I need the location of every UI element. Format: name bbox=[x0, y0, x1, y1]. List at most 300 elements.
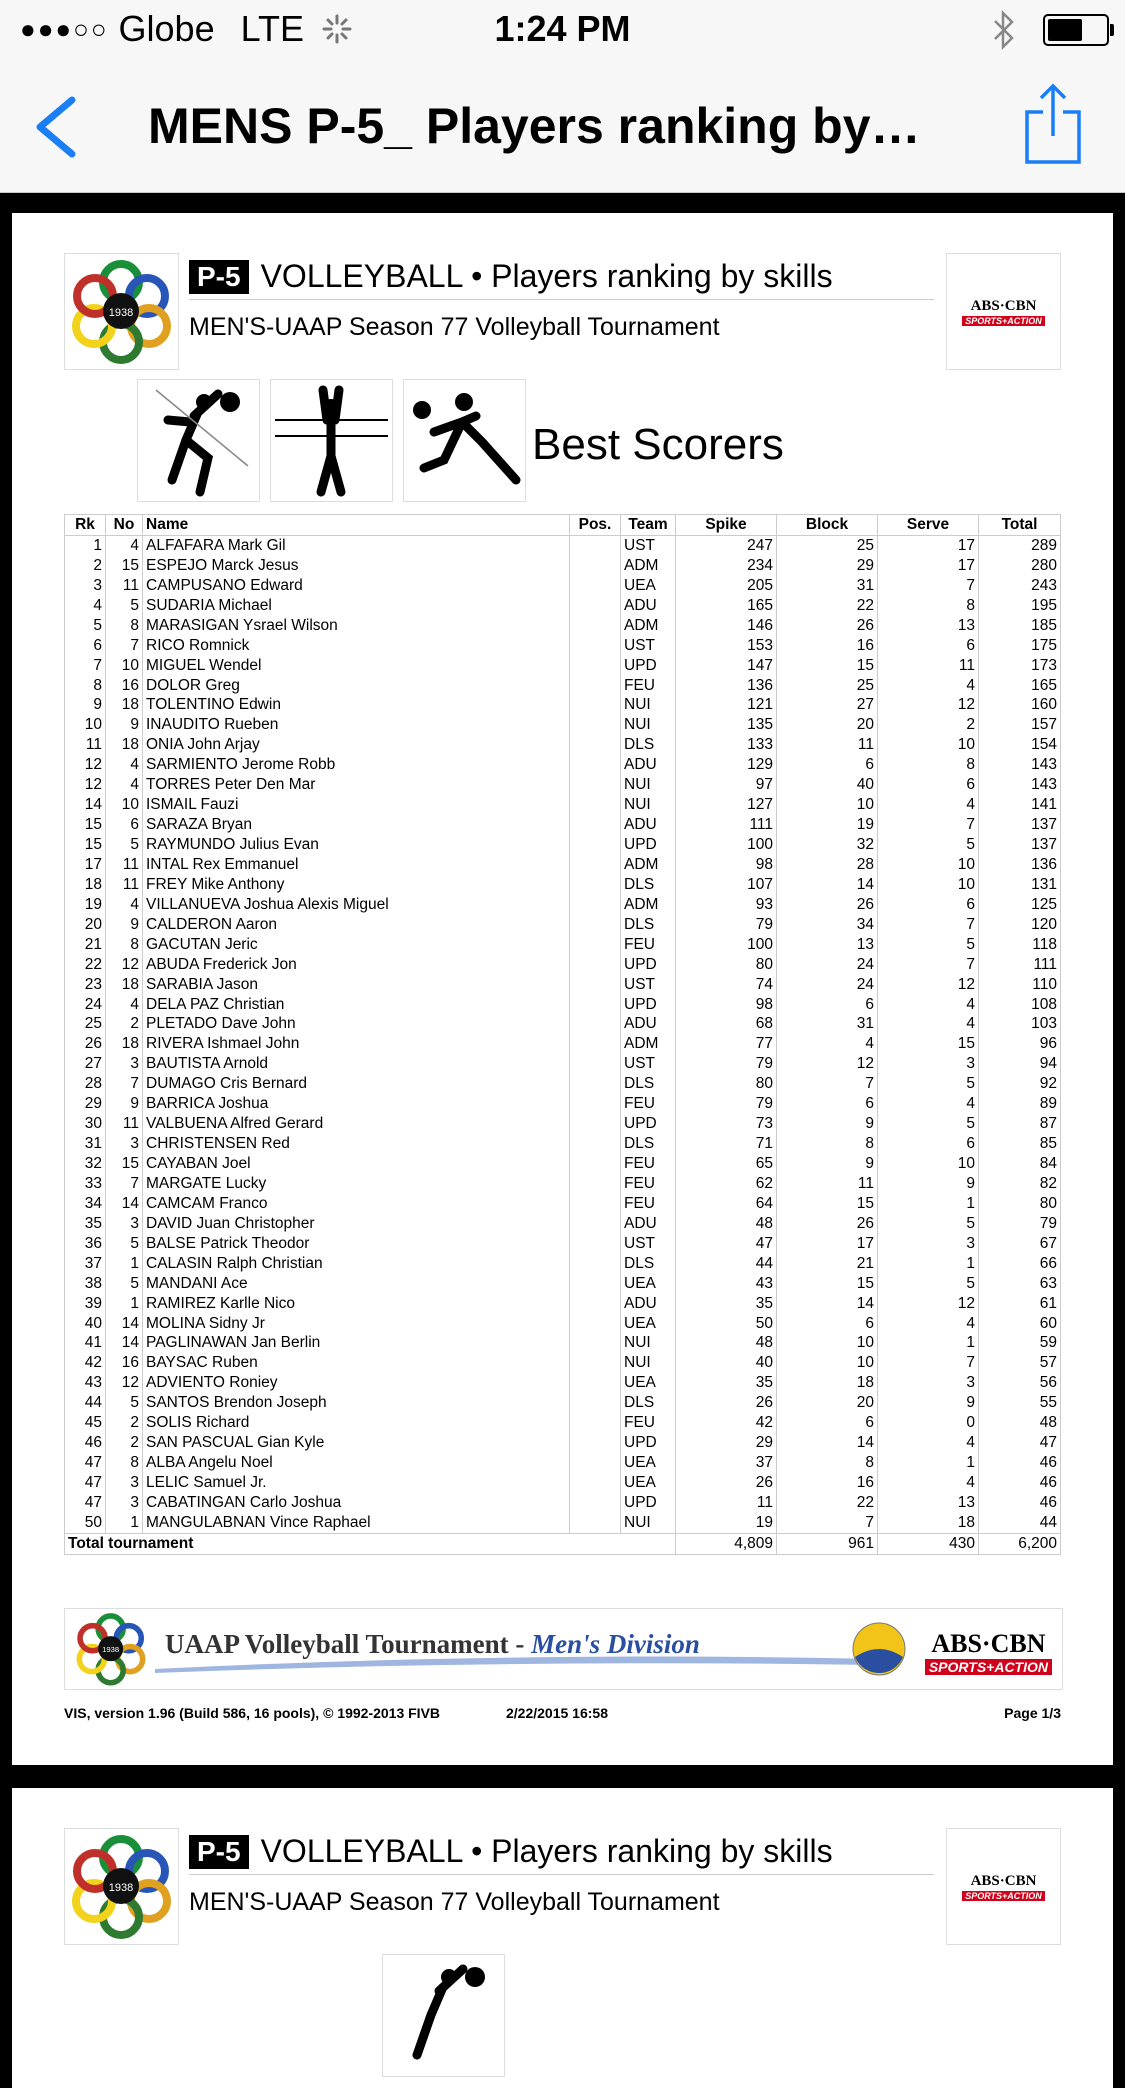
cell-team: NUI bbox=[621, 775, 676, 795]
cell-total: 82 bbox=[979, 1174, 1061, 1194]
cell-position bbox=[570, 1353, 621, 1373]
cell-serve: 7 bbox=[878, 576, 979, 596]
cell-spike: 26 bbox=[676, 1473, 777, 1493]
cell-total: 46 bbox=[979, 1493, 1061, 1513]
cell-total: 111 bbox=[979, 955, 1061, 975]
cell-team: DLS bbox=[621, 915, 676, 935]
cell-player-name: DAVID Juan Christopher bbox=[143, 1214, 570, 1234]
cell-player-name: PAGLINAWAN Jan Berlin bbox=[143, 1334, 570, 1354]
cell-block: 25 bbox=[777, 676, 878, 696]
cell-spike: 77 bbox=[676, 1034, 777, 1054]
cell-rank: 17 bbox=[65, 855, 106, 875]
cell-position bbox=[570, 1114, 621, 1134]
cell-position bbox=[570, 556, 621, 576]
signal-strength-icon: ●●●○○ bbox=[20, 13, 109, 44]
cell-serve: 7 bbox=[878, 1353, 979, 1373]
abs-cbn-logo-page-2: ABS·CBN SPORTS+ACTION bbox=[946, 1828, 1061, 1945]
cell-number: 7 bbox=[106, 1074, 143, 1094]
cell-position bbox=[570, 875, 621, 895]
cell-number: 4 bbox=[106, 536, 143, 556]
cell-number: 1 bbox=[106, 1513, 143, 1533]
cell-block: 29 bbox=[777, 556, 878, 576]
table-row bbox=[65, 656, 1061, 676]
cell-total: 67 bbox=[979, 1234, 1061, 1254]
cell-block: 6 bbox=[777, 1413, 878, 1433]
cell-player-name: ABUDA Frederick Jon bbox=[143, 955, 570, 975]
cell-rank: 12 bbox=[65, 775, 106, 795]
cell-rank: 22 bbox=[65, 955, 106, 975]
cell-team: UPD bbox=[621, 656, 676, 676]
cell-team: ADM bbox=[621, 1034, 676, 1054]
cell-spike: 98 bbox=[676, 995, 777, 1015]
cell-number: 3 bbox=[106, 1473, 143, 1493]
cell-total: 108 bbox=[979, 995, 1061, 1015]
cell-position bbox=[570, 895, 621, 915]
cell-serve: 9 bbox=[878, 1393, 979, 1413]
cell-number: 9 bbox=[106, 715, 143, 735]
banner-text: UAAP Volleyball Tournament - Men's Division bbox=[165, 1629, 700, 1659]
cell-number: 1 bbox=[106, 1294, 143, 1314]
cell-position bbox=[570, 596, 621, 616]
cell-position bbox=[570, 1214, 621, 1234]
cell-number: 8 bbox=[106, 1453, 143, 1473]
cell-position bbox=[570, 915, 621, 935]
table-row bbox=[65, 1034, 1061, 1054]
cell-team: FEU bbox=[621, 1094, 676, 1114]
table-row bbox=[65, 735, 1061, 755]
carrier-name: Globe bbox=[118, 8, 215, 49]
cell-total: 46 bbox=[979, 1473, 1061, 1493]
cell-position bbox=[570, 1433, 621, 1453]
cell-player-name: ALBA Angelu Noel bbox=[143, 1453, 570, 1473]
cell-rank: 47 bbox=[65, 1473, 106, 1493]
cell-block: 26 bbox=[777, 895, 878, 915]
cell-spike: 62 bbox=[676, 1174, 777, 1194]
cell-serve: 1 bbox=[878, 1453, 979, 1473]
cell-serve: 10 bbox=[878, 875, 979, 895]
cell-position bbox=[570, 755, 621, 775]
cell-position bbox=[570, 1194, 621, 1214]
cell-rank: 33 bbox=[65, 1174, 106, 1194]
cell-team: NUI bbox=[621, 1353, 676, 1373]
table-row bbox=[65, 995, 1061, 1015]
cell-team: UST bbox=[621, 1234, 676, 1254]
cell-number: 10 bbox=[106, 795, 143, 815]
cell-serve: 7 bbox=[878, 955, 979, 975]
cell-position bbox=[570, 1314, 621, 1334]
uaap-seal-icon bbox=[65, 1829, 178, 1944]
footer-datetime: 2/22/2015 16:58 bbox=[506, 1705, 608, 1721]
cell-total: 84 bbox=[979, 1154, 1061, 1174]
table-row bbox=[65, 1473, 1061, 1493]
cell-position bbox=[570, 1373, 621, 1393]
cell-spike: 44 bbox=[676, 1254, 777, 1274]
pdf-page-2 bbox=[12, 1788, 1113, 2088]
total-label: Total tournament bbox=[65, 1533, 676, 1554]
table-row bbox=[65, 895, 1061, 915]
table-row bbox=[65, 1513, 1061, 1533]
total-block: 961 bbox=[777, 1533, 878, 1554]
col-header-pos: Pos. bbox=[570, 515, 621, 536]
cell-team: ADM bbox=[621, 895, 676, 915]
cell-spike: 29 bbox=[676, 1433, 777, 1453]
cell-spike: 147 bbox=[676, 656, 777, 676]
cell-number: 4 bbox=[106, 895, 143, 915]
cell-serve: 9 bbox=[878, 1174, 979, 1194]
cell-total: 120 bbox=[979, 915, 1061, 935]
cell-spike: 247 bbox=[676, 536, 777, 556]
cell-spike: 73 bbox=[676, 1114, 777, 1134]
cell-rank: 41 bbox=[65, 1334, 106, 1354]
cell-team: DLS bbox=[621, 1393, 676, 1413]
cell-position bbox=[570, 1413, 621, 1433]
table-header-row bbox=[65, 515, 1061, 536]
cell-block: 27 bbox=[777, 696, 878, 716]
cell-total: 243 bbox=[979, 576, 1061, 596]
cell-serve: 18 bbox=[878, 1513, 979, 1533]
cell-position bbox=[570, 1054, 621, 1074]
cell-total: 154 bbox=[979, 735, 1061, 755]
table-row bbox=[65, 1453, 1061, 1473]
total-total: 6,200 bbox=[979, 1533, 1061, 1554]
cell-player-name: INAUDITO Rueben bbox=[143, 715, 570, 735]
cell-block: 15 bbox=[777, 656, 878, 676]
cell-rank: 15 bbox=[65, 835, 106, 855]
cell-rank: 50 bbox=[65, 1513, 106, 1533]
cell-spike: 68 bbox=[676, 1015, 777, 1035]
cell-spike: 93 bbox=[676, 895, 777, 915]
col-header-team: Team bbox=[621, 515, 676, 536]
cell-number: 2 bbox=[106, 1015, 143, 1035]
cell-rank: 43 bbox=[65, 1373, 106, 1393]
cell-team: UEA bbox=[621, 1314, 676, 1334]
cell-position bbox=[570, 1254, 621, 1274]
cell-total: 66 bbox=[979, 1254, 1061, 1274]
uaap-seal-icon bbox=[65, 254, 178, 369]
cell-player-name: CALASIN Ralph Christian bbox=[143, 1254, 570, 1274]
cell-total: 94 bbox=[979, 1054, 1061, 1074]
cell-block: 32 bbox=[777, 835, 878, 855]
cell-block: 14 bbox=[777, 1433, 878, 1453]
cell-block: 6 bbox=[777, 1314, 878, 1334]
table-row bbox=[65, 676, 1061, 696]
table-row bbox=[65, 1214, 1061, 1234]
table-row bbox=[65, 1154, 1061, 1174]
cell-serve: 4 bbox=[878, 1473, 979, 1493]
cell-total: 173 bbox=[979, 656, 1061, 676]
cell-number: 2 bbox=[106, 1413, 143, 1433]
table-row bbox=[65, 875, 1061, 895]
cell-rank: 25 bbox=[65, 1015, 106, 1035]
cell-number: 14 bbox=[106, 1314, 143, 1334]
cell-total: 56 bbox=[979, 1373, 1061, 1393]
cell-position bbox=[570, 696, 621, 716]
cell-spike: 165 bbox=[676, 596, 777, 616]
cell-rank: 15 bbox=[65, 815, 106, 835]
cell-team: ADU bbox=[621, 1214, 676, 1234]
cell-number: 9 bbox=[106, 915, 143, 935]
cell-total: 141 bbox=[979, 795, 1061, 815]
cell-number: 18 bbox=[106, 975, 143, 995]
cell-position bbox=[570, 735, 621, 755]
cell-position bbox=[570, 576, 621, 596]
banner-abs-cbn-logo: ABS·CBN SPORTS+ACTION bbox=[925, 1629, 1052, 1675]
cell-player-name: MANGULABNAN Vince Raphael bbox=[143, 1513, 570, 1533]
cell-team: ADU bbox=[621, 596, 676, 616]
cell-team: UPD bbox=[621, 1114, 676, 1134]
cell-serve: 5 bbox=[878, 1114, 979, 1134]
table-row bbox=[65, 576, 1061, 596]
cell-position bbox=[570, 616, 621, 636]
cell-total: 131 bbox=[979, 875, 1061, 895]
cell-position bbox=[570, 676, 621, 696]
cell-serve: 13 bbox=[878, 1493, 979, 1513]
cell-spike: 205 bbox=[676, 576, 777, 596]
report-header-page-2 bbox=[64, 1828, 1061, 1944]
cell-position bbox=[570, 1094, 621, 1114]
cell-team: UST bbox=[621, 536, 676, 556]
cell-rank: 39 bbox=[65, 1294, 106, 1314]
cell-position bbox=[570, 955, 621, 975]
cell-rank: 14 bbox=[65, 795, 106, 815]
cell-player-name: RIVERA Ishmael John bbox=[143, 1034, 570, 1054]
battery-icon bbox=[1043, 14, 1109, 46]
cell-position bbox=[570, 1453, 621, 1473]
table-row bbox=[65, 1254, 1061, 1274]
cell-number: 6 bbox=[106, 815, 143, 835]
cell-spike: 146 bbox=[676, 616, 777, 636]
cell-total: 46 bbox=[979, 1453, 1061, 1473]
cell-number: 2 bbox=[106, 1433, 143, 1453]
cell-rank: 5 bbox=[65, 616, 106, 636]
cell-rank: 2 bbox=[65, 556, 106, 576]
cell-player-name: RICO Romnick bbox=[143, 636, 570, 656]
cell-serve: 6 bbox=[878, 775, 979, 795]
cell-player-name: RAMIREZ Karlle Nico bbox=[143, 1294, 570, 1314]
cell-number: 16 bbox=[106, 676, 143, 696]
cell-block: 9 bbox=[777, 1114, 878, 1134]
cell-team: DLS bbox=[621, 875, 676, 895]
cell-serve: 4 bbox=[878, 1314, 979, 1334]
cell-block: 8 bbox=[777, 1134, 878, 1154]
cell-total: 87 bbox=[979, 1114, 1061, 1134]
cell-rank: 35 bbox=[65, 1214, 106, 1234]
cell-block: 14 bbox=[777, 875, 878, 895]
cell-number: 15 bbox=[106, 556, 143, 576]
cell-player-name: DELA PAZ Christian bbox=[143, 995, 570, 1015]
cell-block: 20 bbox=[777, 1393, 878, 1413]
cell-spike: 43 bbox=[676, 1274, 777, 1294]
cell-spike: 111 bbox=[676, 815, 777, 835]
cell-rank: 10 bbox=[65, 715, 106, 735]
cell-team: FEU bbox=[621, 676, 676, 696]
cell-number: 4 bbox=[106, 995, 143, 1015]
cell-serve: 7 bbox=[878, 915, 979, 935]
cell-position bbox=[570, 1074, 621, 1094]
cell-spike: 35 bbox=[676, 1373, 777, 1393]
cell-spike: 79 bbox=[676, 1054, 777, 1074]
table-row bbox=[65, 636, 1061, 656]
uaap-logo-page-2 bbox=[64, 1828, 179, 1945]
cell-rank: 12 bbox=[65, 755, 106, 775]
cell-block: 9 bbox=[777, 1154, 878, 1174]
table-row bbox=[65, 1234, 1061, 1254]
cell-spike: 26 bbox=[676, 1393, 777, 1413]
cell-team: UPD bbox=[621, 955, 676, 975]
cell-block: 13 bbox=[777, 935, 878, 955]
cell-position bbox=[570, 1334, 621, 1354]
cell-spike: 153 bbox=[676, 636, 777, 656]
cell-player-name: SAN PASCUAL Gian Kyle bbox=[143, 1433, 570, 1453]
cell-spike: 48 bbox=[676, 1214, 777, 1234]
cell-serve: 5 bbox=[878, 935, 979, 955]
cell-position bbox=[570, 835, 621, 855]
cell-total: 103 bbox=[979, 1015, 1061, 1035]
cell-number: 9 bbox=[106, 1094, 143, 1114]
cell-player-name: SARABIA Jason bbox=[143, 975, 570, 995]
cell-spike: 127 bbox=[676, 795, 777, 815]
cell-total: 175 bbox=[979, 636, 1061, 656]
cell-total: 55 bbox=[979, 1393, 1061, 1413]
cell-serve: 13 bbox=[878, 616, 979, 636]
cell-position bbox=[570, 636, 621, 656]
cell-team: DLS bbox=[621, 1074, 676, 1094]
total-serve: 430 bbox=[878, 1533, 979, 1554]
cell-position bbox=[570, 1234, 621, 1254]
cell-team: UPD bbox=[621, 995, 676, 1015]
cell-total: 89 bbox=[979, 1094, 1061, 1114]
cell-total: 125 bbox=[979, 895, 1061, 915]
cell-block: 11 bbox=[777, 735, 878, 755]
spike-icon bbox=[137, 379, 260, 502]
cell-serve: 2 bbox=[878, 715, 979, 735]
cell-player-name: PLETADO Dave John bbox=[143, 1015, 570, 1035]
table-row bbox=[65, 715, 1061, 735]
cell-spike: 133 bbox=[676, 735, 777, 755]
cell-serve: 7 bbox=[878, 815, 979, 835]
cell-spike: 121 bbox=[676, 696, 777, 716]
cell-spike: 19 bbox=[676, 1513, 777, 1533]
cell-rank: 47 bbox=[65, 1453, 106, 1473]
cell-spike: 100 bbox=[676, 835, 777, 855]
cell-player-name: RAYMUNDO Julius Evan bbox=[143, 835, 570, 855]
cell-serve: 0 bbox=[878, 1413, 979, 1433]
network-type: LTE bbox=[240, 8, 304, 49]
cell-serve: 12 bbox=[878, 975, 979, 995]
cell-player-name: TORRES Peter Den Mar bbox=[143, 775, 570, 795]
cell-block: 40 bbox=[777, 775, 878, 795]
cell-number: 4 bbox=[106, 755, 143, 775]
cell-position bbox=[570, 975, 621, 995]
cell-position bbox=[570, 775, 621, 795]
back-chevron-icon[interactable] bbox=[28, 92, 88, 162]
cell-number: 12 bbox=[106, 955, 143, 975]
cell-number: 8 bbox=[106, 935, 143, 955]
cell-rank: 7 bbox=[65, 656, 106, 676]
table-row bbox=[65, 835, 1061, 855]
cell-spike: 129 bbox=[676, 755, 777, 775]
cell-spike: 65 bbox=[676, 1154, 777, 1174]
cell-total: 280 bbox=[979, 556, 1061, 576]
cell-spike: 35 bbox=[676, 1294, 777, 1314]
cell-serve: 10 bbox=[878, 1154, 979, 1174]
table-row bbox=[65, 1094, 1061, 1114]
cell-block: 28 bbox=[777, 855, 878, 875]
cell-block: 17 bbox=[777, 1234, 878, 1254]
cell-player-name: GACUTAN Jeric bbox=[143, 935, 570, 955]
cell-total: 165 bbox=[979, 676, 1061, 696]
cell-block: 10 bbox=[777, 795, 878, 815]
table-row bbox=[65, 795, 1061, 815]
cell-player-name: SARAZA Bryan bbox=[143, 815, 570, 835]
cell-position bbox=[570, 1393, 621, 1413]
cell-number: 18 bbox=[106, 735, 143, 755]
cell-spike: 42 bbox=[676, 1413, 777, 1433]
cell-block: 34 bbox=[777, 915, 878, 935]
cell-rank: 31 bbox=[65, 1134, 106, 1154]
cell-position bbox=[570, 656, 621, 676]
cell-team: ADM bbox=[621, 855, 676, 875]
cell-serve: 12 bbox=[878, 696, 979, 716]
col-header-block: Block bbox=[777, 515, 878, 536]
cell-block: 19 bbox=[777, 815, 878, 835]
cell-total: 63 bbox=[979, 1274, 1061, 1294]
cell-position bbox=[570, 1134, 621, 1154]
cell-player-name: ONIA John Arjay bbox=[143, 735, 570, 755]
cell-spike: 37 bbox=[676, 1453, 777, 1473]
cell-player-name: ESPEJO Marck Jesus bbox=[143, 556, 570, 576]
table-row bbox=[65, 935, 1061, 955]
report-code-badge: P-5 bbox=[189, 260, 249, 294]
table-row bbox=[65, 1194, 1061, 1214]
cell-total: 289 bbox=[979, 536, 1061, 556]
cell-number: 11 bbox=[106, 1114, 143, 1134]
cell-total: 137 bbox=[979, 835, 1061, 855]
table-row bbox=[65, 855, 1061, 875]
cell-player-name: MOLINA Sidny Jr bbox=[143, 1314, 570, 1334]
cell-serve: 5 bbox=[878, 1274, 979, 1294]
cell-position bbox=[570, 995, 621, 1015]
cell-rank: 40 bbox=[65, 1314, 106, 1334]
cell-player-name: BARRICA Joshua bbox=[143, 1094, 570, 1114]
share-icon[interactable] bbox=[1021, 82, 1085, 166]
cell-number: 16 bbox=[106, 1353, 143, 1373]
cell-serve: 1 bbox=[878, 1254, 979, 1274]
cell-serve: 8 bbox=[878, 755, 979, 775]
cell-player-name: CAMPUSANO Edward bbox=[143, 576, 570, 596]
footer-version: VIS, version 1.96 (Build 586, 16 pools), © 1992-2013 FIVB bbox=[64, 1705, 441, 1721]
cell-position bbox=[570, 935, 621, 955]
section-title: Best Scorers bbox=[532, 420, 784, 469]
cell-position bbox=[570, 1034, 621, 1054]
cell-position bbox=[570, 1493, 621, 1513]
cell-team: ADU bbox=[621, 815, 676, 835]
cell-serve: 3 bbox=[878, 1234, 979, 1254]
cell-block: 16 bbox=[777, 1473, 878, 1493]
cell-player-name: VILLANUEVA Joshua Alexis Miguel bbox=[143, 895, 570, 915]
table-row bbox=[65, 596, 1061, 616]
cell-team: NUI bbox=[621, 1334, 676, 1354]
cell-spike: 74 bbox=[676, 975, 777, 995]
cell-team: UPD bbox=[621, 1433, 676, 1453]
cell-player-name: BALSE Patrick Theodor bbox=[143, 1234, 570, 1254]
cell-team: UEA bbox=[621, 1473, 676, 1493]
bluetooth-icon bbox=[993, 10, 1015, 50]
cell-number: 4 bbox=[106, 775, 143, 795]
table-row bbox=[65, 1393, 1061, 1413]
cell-player-name: SARMIENTO Jerome Robb bbox=[143, 755, 570, 775]
cell-rank: 30 bbox=[65, 1114, 106, 1134]
